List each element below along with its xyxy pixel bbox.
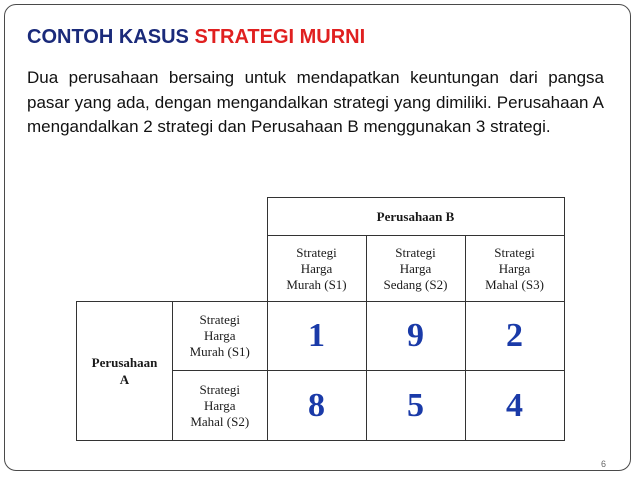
payoff-cell: 1: [267, 302, 366, 371]
title-highlight: STRATEGI MURNI: [194, 26, 366, 48]
slide-title: [27, 26, 365, 49]
col-header-s3: [465, 236, 564, 302]
row-header-line: Strategi: [199, 381, 240, 397]
row-header-s2: [173, 371, 268, 441]
title-prefix: CONTOH KASUS: [27, 26, 189, 48]
empty-corner: [77, 198, 173, 236]
empty-corner: [173, 236, 268, 302]
col-group-header: Perusahaan B: [267, 198, 564, 236]
empty-corner: [173, 198, 268, 236]
row-header-line: Strategi: [199, 312, 240, 327]
payoff-cell: 5: [366, 371, 465, 441]
col-header-line: Harga: [498, 260, 531, 276]
row-header-s1: [173, 302, 268, 371]
col-header-line: Strategi: [494, 244, 535, 260]
col-header-line: Harga: [300, 260, 333, 276]
col-header-s2: [366, 236, 465, 302]
col-header-line: Strategi: [296, 244, 337, 260]
payoff-cell: 9: [366, 302, 465, 371]
col-header-line: Strategi: [395, 244, 436, 260]
payoff-cell: 4: [465, 371, 564, 441]
col-header-line: Harga: [399, 260, 432, 276]
col-header-s1: [267, 236, 366, 302]
row-group-line: A: [119, 372, 130, 387]
row-header-line: Harga: [203, 328, 236, 343]
payoff-cell: 2: [465, 302, 564, 371]
row-group-header: [77, 302, 173, 441]
page-number: 6: [600, 459, 606, 469]
row-header-line: Harga: [203, 397, 236, 413]
payoff-table: [76, 197, 565, 441]
row-header-line: Mahal (S2): [190, 413, 250, 429]
payoff-cell: 8: [267, 371, 366, 441]
body-paragraph: Dua perusahaan bersaing untuk mendapatkan keuntungan dari pangsa pasar yang ada, dengan mengandalkan strategi yang dimiliki. Perusahaan A mengandalkan 2 strategi dan Perusahaan B menggunakan 3 strategi.: [27, 68, 604, 136]
col-header-line: Mahal (S3): [485, 276, 544, 292]
row-header-line: Murah (S1): [189, 344, 250, 359]
col-header-line: Sedang (S2): [383, 276, 448, 292]
col-header-line: Murah (S1): [286, 276, 347, 292]
empty-corner: [77, 236, 173, 302]
row-group-line: Perusahaan: [91, 355, 158, 370]
